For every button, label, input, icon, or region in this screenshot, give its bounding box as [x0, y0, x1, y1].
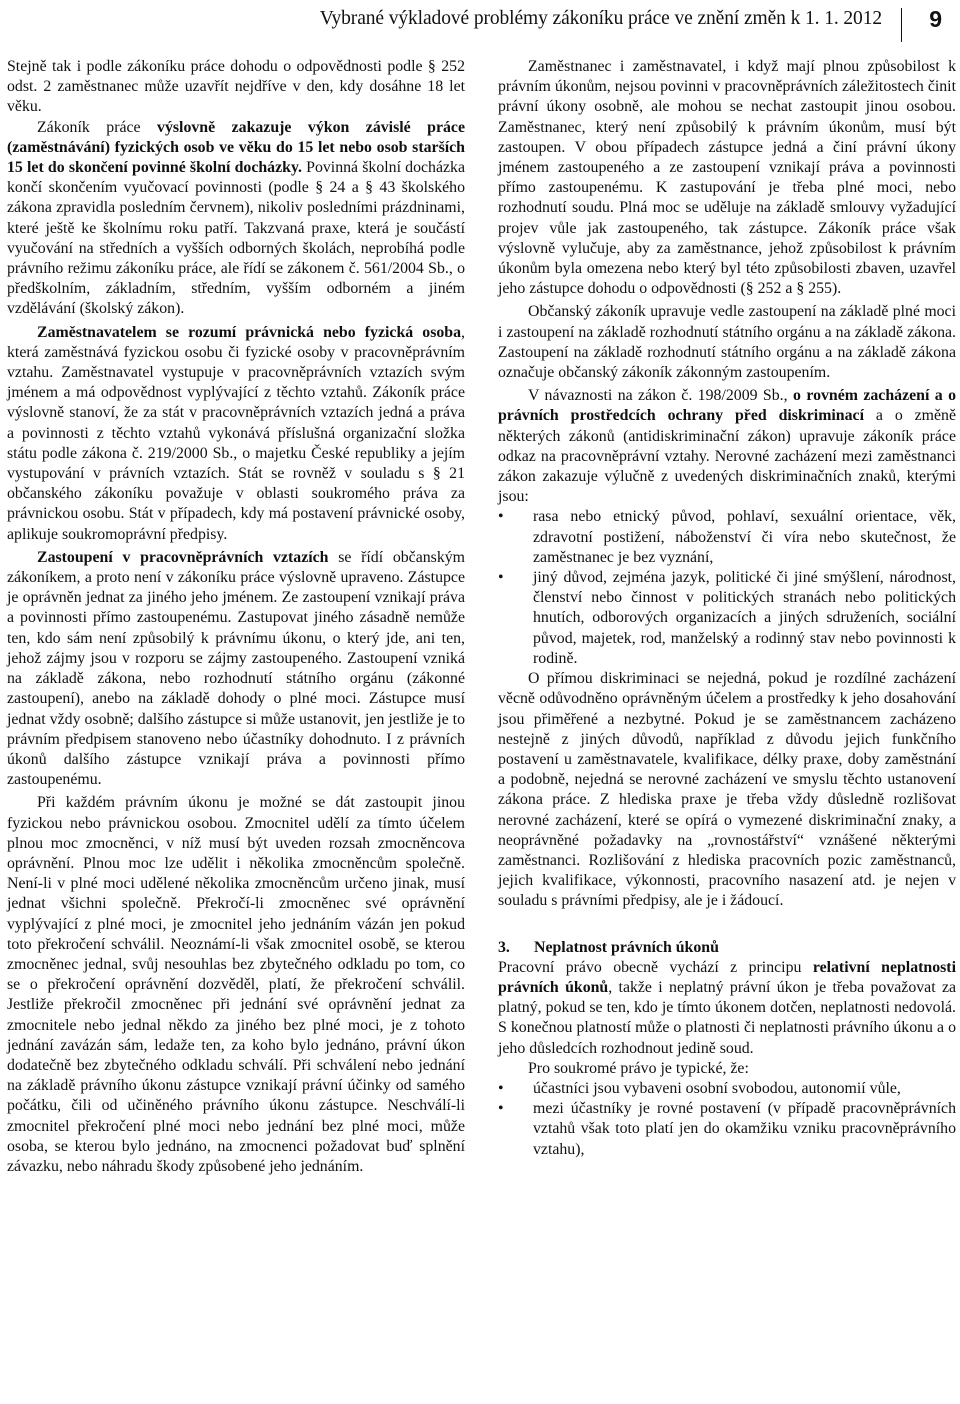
section-number: 3. [498, 938, 510, 956]
paragraph: Stejně tak i podle zákoníku práce dohodu o odpovědnosti podle § 252 odst. 2 zaměstnanec může uzavřít nejdříve v den, kdy dosáhne 18 let věku. [7, 58, 465, 116]
page-number: 9 [929, 6, 942, 32]
right-column [498, 57, 956, 1160]
paragraph: Při každém právním úkonu je možné se dát zastoupit jinou fyzickou nebo právnickou osobou. Zmocnitel udělí za tímto účelem plnou moc zmocněnci, v níž musí být uveden rozsah zmocněncova oprávnění. Plnou moc lze udělit i několika zmocněncům společně. Není-li v plné moci udělené několika zmocněncům určeno jinak, musí jednat všichni společně. Překročí-li zmocněnec své oprávnění vyplývající z plné moci, je zmocnitel jeho jednáním vázán jen pokud toto překročení schválil. Neoznámí-li však zmocnitel osobě, se kterou zmocněnec jednal, svůj nesouhlas bez zbytečného odkladu po tom, co se o překročení oprávnění dozvěděl, platí, že překročení schválil. Jestliže překročil zmocněnec při jednání své oprávnění jednat za zmocnitele nebo jednal někdo za jiného bez plné moci, je z tohoto jednání zavázán sám, ledaže ten, za koho bylo jednáno, právní úkon dodatečně bez zbytečného odkladu schválí. Při schválení nebo jednání na základě právního úkonu zástupce vznikají právní účinky od samého počátku, čili od učiněného právního úkonu zástupce. Neschválí-li zmocnitel překročení plné moci nebo jednání bez plné moci, může osoba, se kterou bylo jednáno, na zmocnenci požadovat buď splnění závazku, nebo náhradu škody způsobené jeho jednáním. [7, 794, 465, 1175]
paragraph [7, 323, 465, 545]
emphasis-text: o rovném zacházení a o právních prostředcích ochrany před diskriminací [498, 387, 956, 425]
paragraph-text: Povinná školní docházka končí skončením vyučovací povinnosti (podle § 24 a § 43 školského zákona zpravidla posledním červnem), nikoliv posledními prázdninami, které ještě ke školnímu roku patří. Takzvaná praxe, která je součástí vyučování na středních a vyšších odborných školách, neprobíhá podle právního režimu zákoníku práce, ale řídí se zákonem č. 561/2004 Sb., o předškolním, základním, středním, vyšším odborném a jiném vzdělávání (školský zákon). [7, 159, 465, 318]
paragraph: Občanský zákoník upravuje vedle zastoupení na základě plné moci i zastoupení na základě rozhodnutí státního orgánu a na základě zákona. Zastoupení na základě rozhodnutí státního orgánu a na základě zákona označuje občanský zákoník zákonným zastoupením. [498, 303, 956, 382]
paragraph [7, 118, 465, 320]
list-item: • rasa nebo etnický původ, pohlaví, sexuální orientace, věk, zdravotní postižení, náboženství či víra nebo skutečnost, že zaměstnanec je bez vyznání, [498, 507, 956, 568]
running-header [0, 6, 960, 36]
paragraph-text: a o změně některých zákonů (antidiskriminační zákon) upravuje zákoník práce odkaz na pracovněprávní vztahy. Nerovné zacházení mezi zaměstnanci zákon zakazuje výlučně z uvedených diskriminačních znaků, kterými jsou: [498, 407, 956, 506]
header-divider [901, 8, 902, 42]
emphasis-text: Zastoupení v pracovněprávních vztazích [37, 548, 329, 566]
paragraph [498, 958, 956, 1059]
list-item: • jiný důvod, zejména jazyk, politické či jiné smýšlení, národnost, členství nebo činnost v politických stranách nebo politických hnutích, odborových organizacích a jiných sdruženích, sociální původ, majetek, rod, manželský a rodinný stav nebo povinnosti k rodině. [498, 568, 956, 669]
paragraph [498, 386, 956, 507]
paragraph-text: V návaznosti na zákon č. 198/2009 Sb., [528, 387, 793, 405]
paragraph: O přímou diskriminaci se nejedná, pokud je rozdílné zacházení věcně odůvodněno oprávněným účelem a prostředky k jeho dosahování jsou přiměřené a nezbytné. Pokud je se zaměstnancem zacházeno nestejně z jiných důvodů, například z důvodu jejich funkčního postavení u zaměstnavatele, kvalifikace, délky praxe, doby zaměstnání a podobně, nejedná se nerovné zacházení ve smyslu těchto ustanovení zákona práce. Z hlediska praxe je třeba vždy důsledně rozlišovat nerovné zacházení, které se opírá o vymezené diskriminační znaky, a neoprávněné požadavky na „rovnostářství“ vznášené některými zaměstnanci. Rozlišování z hlediska pracovních pozic zaměstnanců, jejich kvalifikace, výkonnosti, pracovního nasazení atd. je nejen v souladu s právními předpisy, ale je i žádoucí. [498, 670, 956, 910]
paragraph-text: , takže i neplatný právní úkon je třeba považovat za platný, pokud se ten, kdo je tímto úkonem dotčen, neplatnosti nedovolá. S konečnou platností může o platnosti či neplatnosti právního úkonu a o jeho důsledcích rozhodnout jedině soud. [498, 978, 957, 1057]
section-title: Neplatnost právních úkonů [534, 938, 719, 956]
header-title: Vybrané výkladové problémy zákoníku práce ve znění změn k 1. 1. 2012 [319, 8, 882, 29]
paragraph-text: Pracovní právo obecně vychází z principu [498, 958, 813, 976]
section-heading [498, 938, 956, 958]
list-item: • mezi účastníky je rovné postavení (v případě pracovněprávních vztahů však toto platí jen do okamžiku vzniku pracovněprávního vztahu), [498, 1099, 956, 1160]
paragraph-text: , která zaměstnává fyzickou osobu či fyzické osoby v pracovněprávním vztahu. Zaměstnavatel vystupuje v pracovněprávních vztazích svým jménem a má odpovědnost vyplývající z těchto vztahů. Zákoník práce výslovně stanoví, že za stát v pracovněprávních vztazích jedná a práva a povinnosti z těchto vztahů vykonává příslušná organizační složka státu podle zákona č. 219/2000 Sb., o majetku České republiky a jejím vystupování v právních vztazích. Stát se rovněž v souladu s § 21 občanského zákoníku považuje v oblasti soukromého práva za právnickou osobu. Stát v případech, kdy má postavení právnické osoby, aplikuje soukromoprávní předpisy. [7, 323, 465, 543]
emphasis-text: výslovně zakazuje výkon závislé práce (zaměstnávání) fyzických osob ve věku do 15 let nebo osob starších 15 let do skončení povinné školní docházky. [7, 118, 465, 177]
paragraph-text: se řídí občanským zákoníkem, a proto není v zákoníku práce výslovně upraveno. Zástupce je oprávněn jednat za jiného jeho jménem. Ze zastoupení vznikají práva a povinnosti přímo zastoupenému. Zastupovat jiného zásadně nemůže ten, kdo sám není způsobilý k právnímu úkonu, o který jde, ani ten, jehož zájmy jsou v rozporu se zájmy zastoupeného. Zastoupení vzniká na základě zákona, nebo rozhodnutí státního orgánu (zákonné zastoupení), anebo na základě dohody o plné moci. Zástupce musí jednat vždy osobně; dalšího zástupce si může ustanovit, jen jestliže je to právním předpisem stanoveno nebo účastníky dohodnuto. I z právních úkonů dalšího zástupce vznikají práva a povinnosti přímo zastoupenému. [7, 548, 465, 789]
left-column [7, 57, 465, 1177]
paragraph-text: Zákoník práce [37, 118, 158, 136]
bullet-list [498, 507, 956, 669]
paragraph [7, 548, 465, 790]
paragraph: Zaměstnanec i zaměstnavatel, i když mají plnou způsobilost k právním úkonům, nejsou povinni v pracovněprávních záležitostech činit právní úkony osobně, ale mohou se nechat zastoupit jinou osobou. Zaměstnanec, který není způsobilý k právním úkonům, musí být zastoupen. V obou případech zástupce jedná a činí právní úkony jménem zastoupeného a ze zastoupení vznikají práva a povinnosti přímo zastoupenému. K zastupování je třeba plné moci, nebo rozhodnutí soudu. Plná moc se uděluje na základě smlouvy vyžadující projev vůle jak zastoupeného, tak zástupce. Zákoník práce však výslovně vylučuje, aby za zaměstnance, jehož způsobilost k právním úkonům byla omezena nebo který byl této způsobilosti zbaven, uzavřel jeho zástupce dohodu o odpovědnosti (§ 252 a § 255). [498, 58, 956, 298]
paragraph: Pro soukromé právo je typické, že: [528, 1059, 749, 1077]
emphasis-text: Zaměstnavatelem se rozumí právnická nebo fyzická osoba [37, 323, 462, 341]
bullet-list [498, 1079, 956, 1160]
emphasis-text: relativní neplatnosti právních úkonů [498, 958, 956, 996]
list-item: • účastníci jsou vybaveni osobní svobodou, autonomií vůle, [498, 1079, 956, 1099]
